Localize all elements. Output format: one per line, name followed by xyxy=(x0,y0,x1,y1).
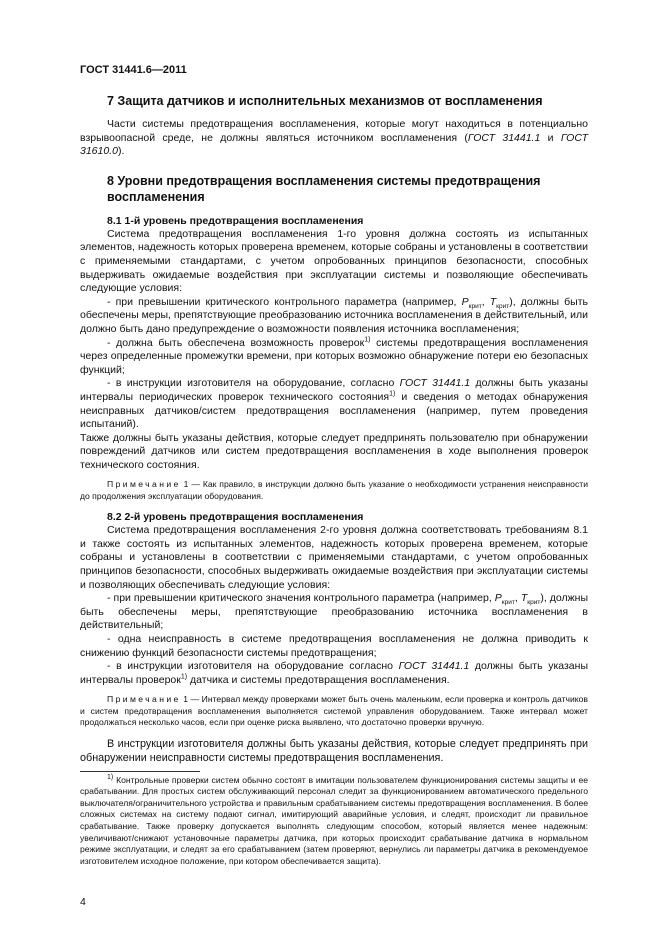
subsection-8-1-title: 8.1 1-й уровень предотвращения воспламенения xyxy=(107,214,364,227)
note-label: Примечание xyxy=(107,694,181,705)
note-text: 1 — Интервал между проверками может быть очень маленьким, если проверка и контроль датчиков и систем предотвращения воспламенения выполняется системой управления оборудованием. Также интервал может продолжаться несколько часов, если при оценке риска выявлено, что достаточно проверки вручную. xyxy=(80,694,588,728)
document-code: ГОСТ 31441.6—2011 xyxy=(80,64,187,76)
text-fragment: - при превышении критического значения контрольного параметра (например, xyxy=(107,592,495,605)
symbol-p: P xyxy=(494,592,502,605)
paragraph: Также должны быть указаны действия, которые следует предпринять пользователю при обнаружении повреждений датчиков или систем предотвращения воспламенения в ходе выполнения проверок технического состояния. xyxy=(80,431,588,471)
text-fragment: - при превышении критического контрольного параметра (например, xyxy=(107,295,462,308)
text-fragment: - в инструкции изготовителя на оборудование согласно xyxy=(107,660,399,673)
symbol-t: T xyxy=(489,295,497,308)
footnote xyxy=(80,775,588,868)
section-8-title: 8 Уровни предотвращения воспламенения системы предотвращения воспламенения xyxy=(107,173,541,204)
text-fragment: ), должны быть обеспечены меры, препятствующие преобразованию источника воспламенения в действительный; xyxy=(80,592,588,632)
text-fragment: системы предотвращения воспламенения через определенные промежутки времени, при которых возможно обнаружение потери ею безопасных функций; xyxy=(80,336,589,376)
standard-reference: ГОСТ 31441.1 xyxy=(398,660,470,673)
list-item: - одна неисправность в системе предотвращения воспламенения не должна приводить к снижению функций безопасности системы предотвращения; xyxy=(80,633,588,659)
footnote-ref: 1) xyxy=(180,673,188,681)
footnote-ref: 1) xyxy=(364,336,371,344)
list-item xyxy=(80,337,588,378)
subscript: крит xyxy=(468,302,482,310)
list-item: - при превышении критического контрольного параметра (например, $P_{крит}$, $T_{крит}$), должны быть обеспечены меры, препятствующие преобразованию источника воспламенения в действительный, или должно быть дано предупреждение о возможности появления источника воспламенения; xyxy=(80,295,588,335)
page-number: 4 xyxy=(80,896,86,908)
list-item xyxy=(80,660,588,687)
text-fragment: и сведения о методах обнаружения неисправных датчиков/систем предотвращения воспламенения (например, путем проведения испытаний). xyxy=(80,390,588,431)
subscript: крит xyxy=(496,302,510,310)
page-content xyxy=(80,93,588,867)
text-fragment: - в инструкции изготовителя на оборудование, согласно xyxy=(107,377,400,390)
note-label: Примечание xyxy=(107,479,181,490)
text-fragment: должны быть указаны интервалы периодических проверок технического состояния xyxy=(80,377,589,403)
symbol-t: T xyxy=(520,592,528,605)
text-fragment: датчика и системы предотвращения воспламенения. xyxy=(187,673,450,686)
footnote-text: Контрольные проверки систем обычно состоят в имитации пользователем функционирования системы защиты и ее срабатывании. Для простых систем обслуживающий персонал следит за функционированием автоматического предельного выключателя/ограничительного устройства и правильным срабатыванием системы предотвращения воспламенения. В более сложных системах на систему подают сигнал, имитирующий аварийные условия, и следят, происходит ли правильное срабатывание. Также проверку допускается выполнять следующим способом, который является менее надежным: увеличивают/снижают установочные параметры датчика, при которых происходит срабатывание датчика в нормальном режиме эксплуатации, и следят за его срабатыванием (затем проверяют, вернулись ли параметры датчика в рекомендуемое изготовителем исходное положение, при котором обеспечивается защита). xyxy=(80,774,588,866)
list-item: - при превышении критического значения контрольного параметра (например, $P_{крит}$, $T_{крит}$), должны быть обеспечены меры, препятствующие преобразованию источника воспламенения в действительный; xyxy=(80,592,588,632)
text-fragment: ). xyxy=(117,145,125,158)
standard-reference: ГОСТ 31441.1 xyxy=(399,377,471,390)
text-fragment: должны быть указаны интервалы проверок xyxy=(80,660,588,686)
text-fragment: - должна быть обеспечена возможность проверок xyxy=(107,336,365,349)
subsection-8-2-intro: Система предотвращения воспламенения 2-го уровня должна соответствовать требованиям 8.1 и также состоять из испытанных элементов, надежность которых проверена временем, которые собраны и установлены в соответствии с применяемыми стандартами, с учетом опробованных принципов безопасности, способных выдерживать ожидаемые воздействия при эксплуатации системы и позволяющих обеспечивать следующие условия: xyxy=(80,524,588,591)
standard-reference: ГОСТ 31441.1 xyxy=(467,131,541,144)
standard-reference: ГОСТ 31610.0 xyxy=(80,131,588,158)
note xyxy=(80,694,588,728)
closing-paragraph: В инструкции изготовителя должны быть указаны действия, которые следует предпринять при обнаружении неисправности системы предотвращения воспламенения. xyxy=(80,737,588,764)
list-item xyxy=(80,377,588,431)
text-fragment: ), должны быть обеспечены меры, препятствующие преобразованию источника воспламенения в действительный, или должно быть дано предупреждение о возможности появления источника воспламенения; xyxy=(80,295,588,335)
footnote-divider xyxy=(80,771,200,772)
section-7-text xyxy=(80,118,588,159)
subscript: крит xyxy=(527,599,541,607)
footnote-mark: 1) xyxy=(107,773,114,781)
note-text: 1 — Как правило, в инструкции должно быть указание о необходимости устранения неисправности до продолжения эксплуатации оборудования. xyxy=(80,479,588,501)
text-fragment: Части системы предотвращения воспламенения, которые могут находиться в потенциально взрывоопасной среде, не должны являться источником воспламенения ( xyxy=(80,118,588,144)
text-fragment: и xyxy=(540,131,561,144)
subscript: крит xyxy=(501,599,515,607)
subsection-8-2-title: 8.2 2-й уровень предотвращения воспламенения xyxy=(107,511,364,524)
note xyxy=(80,479,588,502)
footnote-ref: 1) xyxy=(389,390,396,398)
subsection-8-1-intro: Система предотвращения воспламенения 1-го уровня должна состоять из испытанных элементов, надежность которых проверена временем, которые собраны и установлены в соответствии с применяемыми стандартами, с учетом опробованных принципов безопасности, способных выдерживать ожидаемые воздействия при эксплуатации системы и позволяющие обеспечивать следующие условия: xyxy=(80,227,588,295)
section-7-title: 7 Защита датчиков и исполнительных механизмов от воспламенения xyxy=(107,94,543,108)
symbol-p: P xyxy=(461,295,469,308)
